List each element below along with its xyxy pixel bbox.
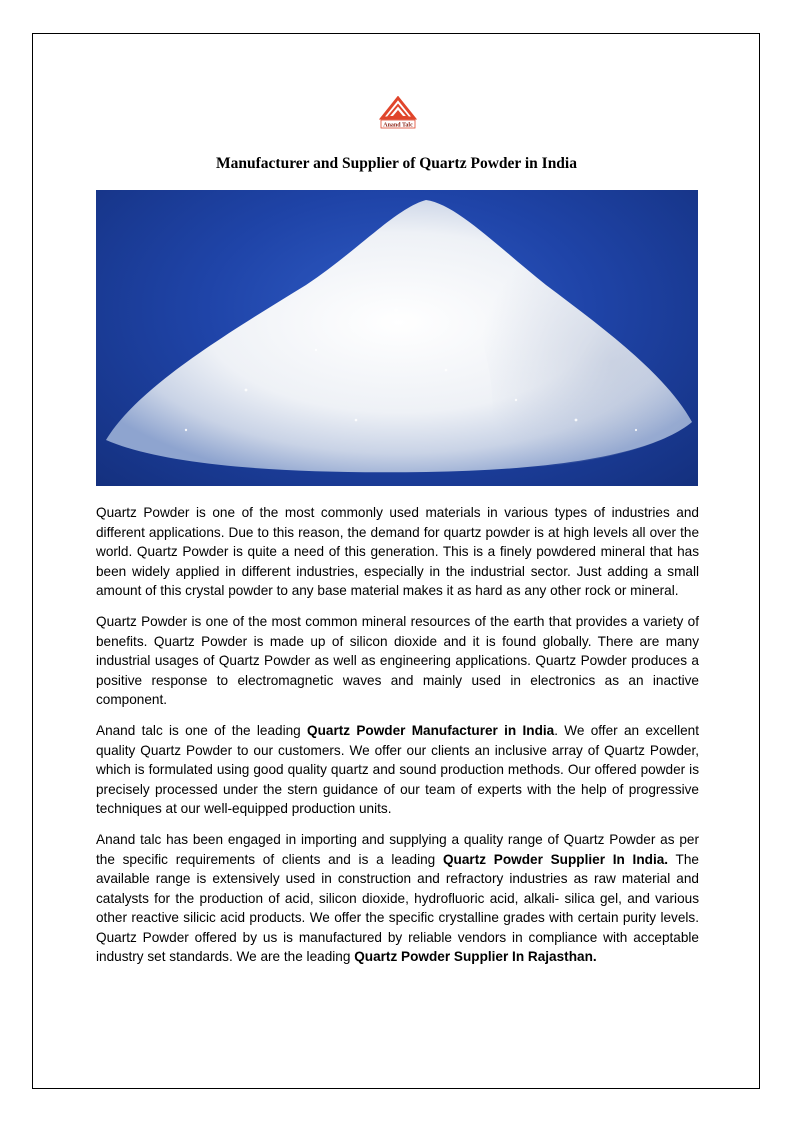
paragraph-3-text-end: . We offer an excellent quality Quartz Powder to our customers. We offer our clients an inclusive array of Quartz Powder, which is formulated using good quality quartz and sound production methods. Our offered powder is precisely processed under the stern guidance of our team of experts with the help of progressive techniques at our well-equipped production units.	[96, 722, 699, 817]
paragraph-3-text-start: Anand talc is one of the leading	[96, 722, 308, 738]
svg-text:Anand Talc: Anand Talc	[383, 122, 413, 129]
quartz-powder-image	[96, 190, 698, 486]
page-title: Manufacturer and Supplier of Quartz Powder in India	[216, 155, 577, 172]
paragraph-4	[96, 830, 699, 967]
paragraph-3	[96, 721, 699, 819]
article-body	[96, 503, 699, 978]
paragraph-2: Quartz Powder is one of the most common mineral resources of the earth that provides a variety of benefits. Quartz Powder is made up of silicon dioxide and it is found globally. There are many industrial usages of Quartz Powder as well as engineering applications. Quartz Powder produces a positive response to electromagnetic waves and mainly used in electronics as an inactive component.	[96, 613, 699, 708]
paragraph-4-text-middle: The available range is extensively used in construction and refractory industries as raw material and catalysts for the production of acid, silicon dioxide, hydrofluoric acid, alkali- silica gel, and various other reactive silicic acid products. We offer the specific crystalline grades with certain purity levels. Quartz Powder offered by us is manufactured by reliable vendors in compliance with acceptable industry set standards. We are the leading	[96, 851, 699, 965]
company-logo	[378, 96, 418, 132]
paragraph-4-text-start: Anand talc has been engaged in importing and supplying a quality range of Quartz Powder as per the specific requirements of clients and is a leading	[96, 831, 699, 867]
logo-mark-icon	[378, 96, 418, 132]
paragraph-1: Quartz Powder is one of the most commonly used materials in various types of industries and different applications. Due to this reason, the demand for quartz powder is at high levels all over the world. Quartz Powder is quite a need of this generation. This is a finely powdered mineral that has been widely applied in different industries, especially in the industrial sector. Just adding a small amount of this crystal powder to any base material makes it as hard as any other rock or mineral.	[96, 505, 699, 599]
manufacturer-highlight: Quartz Powder Manufacturer in India	[307, 722, 555, 738]
powder-pile-illustration	[96, 190, 698, 486]
supplier-india-highlight: Quartz Powder Supplier In India.	[442, 851, 669, 867]
supplier-rajasthan-highlight: Quartz Powder Supplier In Rajasthan.	[354, 949, 597, 965]
